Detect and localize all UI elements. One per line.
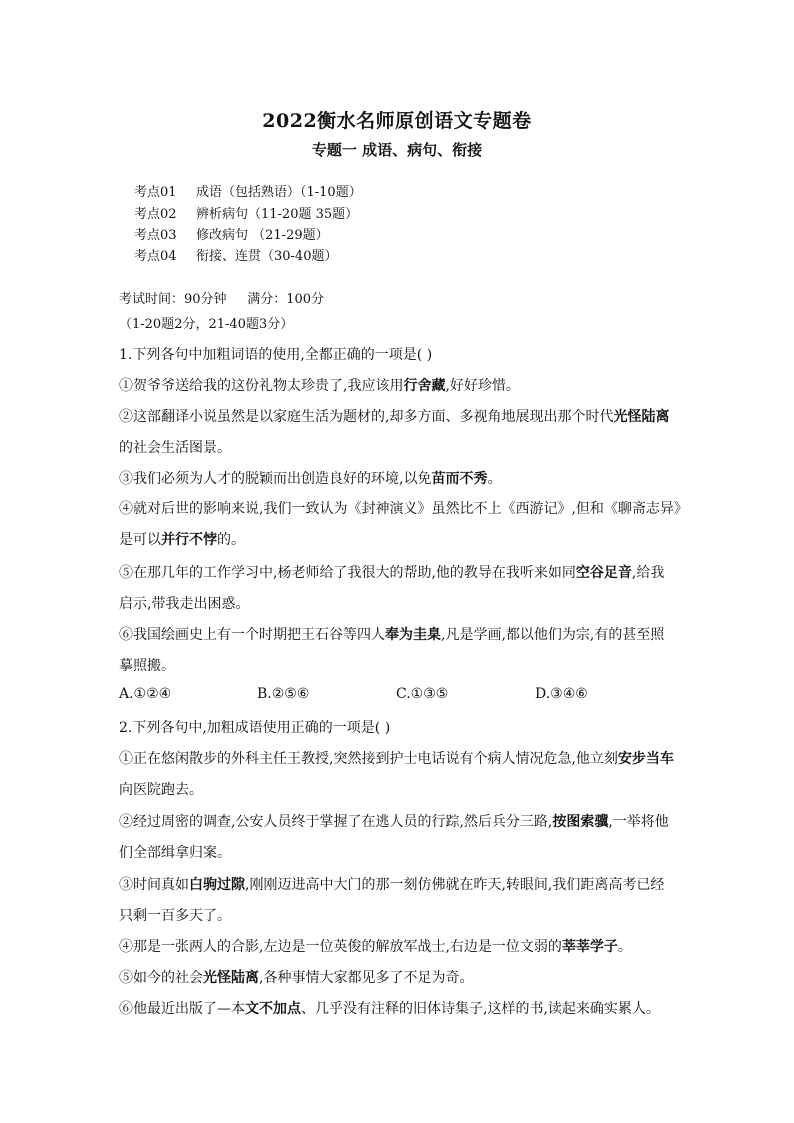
bold-phrase: 行舍藏: [403, 378, 446, 394]
bold-phrase: 空谷足音: [575, 565, 632, 581]
kaodian-item: [134, 181, 362, 200]
bold-phrase: 光怪陆离: [613, 409, 670, 425]
q1-sentence-4-cont: 是可以并行不悖的。: [119, 532, 245, 548]
q1-sentence-4: ④就对后世的影响来说,我们一致认为《封神演义》虽然比不上《西游记》,但和《聊斋志异》: [119, 501, 688, 517]
bold-phrase: 莘莘学子: [561, 939, 618, 955]
q2-sentence-3: ③时间真如白驹过隙,刚刚迈进高中大门的那一刻仿佛就在昨天,转眼间,我们距离高考已经: [119, 877, 665, 893]
kaodian-item: [134, 245, 337, 264]
q2-stem: 2.下列各句中,加粗成语使用正确的一项是( ): [119, 720, 391, 736]
kaodian-code: 考点02: [134, 207, 177, 222]
bold-phrase: 按图索骥: [552, 814, 609, 830]
kaodian-text: 成语（包括熟语）（1-10题）: [196, 185, 362, 200]
page-subtitle: 专题一 成语、病句、衔接: [311, 141, 483, 159]
q1-option-a[interactable]: A.①②④: [119, 686, 172, 702]
q2-sentence-4: ④那是一张两人的合影,左边是一位英俊的解放军战士,右边是一位文弱的莘莘学子。: [119, 939, 632, 955]
bold-phrase: 安步当车: [617, 751, 674, 767]
q1-sentence-2-cont: 的社会生活图景。: [119, 440, 231, 456]
q1-sentence-6: ⑥我国绘画史上有一个时期把王石谷等四人奉为圭臬,凡是学画,都以他们为宗,有的甚至照: [119, 627, 665, 643]
exam-points: （1-20题2分，21-40题3分）: [119, 317, 294, 332]
q1-option-b[interactable]: B.②⑤⑥: [257, 686, 310, 702]
page-title: 2022衡水名师原创语文专题卷: [262, 110, 532, 132]
kaodian-code: 考点01: [134, 185, 177, 200]
bold-phrase: 苗而不秀: [431, 471, 488, 487]
q2-sentence-1: ①正在悠闲散步的外科主任王教授,突然接到护士电话说有个病人情况危急,他立刻安步当车: [119, 751, 674, 767]
q2-sentence-6: ⑥他最近出版了—本文不加点、几乎没有注释的旧体诗集子,这样的书,读起来确实累人。: [119, 1001, 660, 1017]
q2-sentence-1-cont: 向医院跑去。: [119, 782, 203, 798]
q1-option-d[interactable]: D.③④⑥: [535, 686, 588, 702]
q1-sentence-2: ②这部翻译小说虽然是以家庭生活为题材的,却多方面、多视角地展现出那个时代光怪陆离: [119, 409, 670, 425]
kaodian-text: 衔接、连贯（30-40题）: [196, 249, 338, 264]
q2-sentence-3-cont: 只剩一百多天了。: [119, 908, 231, 924]
kaodian-item: [134, 203, 358, 222]
q1-sentence-6-cont: 摹照搬。: [119, 658, 175, 674]
bold-phrase: 并行不悖: [161, 532, 217, 548]
kaodian-text: 修改病句 （21-29题）: [196, 228, 329, 243]
q2-sentence-2: ②经过周密的调查,公安人员终于掌握了在逃人员的行踪,然后兵分三路,按图索骥,一举将他: [119, 814, 669, 830]
q1-sentence-1: ①贺爷爷送给我的这份礼物太珍贵了,我应该用行舍藏,好好珍惜。: [119, 378, 520, 394]
q1-stem: 1.下列各句中加粗词语的使用,全都正确的一项是( ): [119, 347, 433, 363]
bold-phrase: 白驹过隙: [189, 877, 245, 893]
q2-sentence-5: ⑤如今的社会光怪陆离,各种事情大家都见多了不足为奇。: [119, 970, 474, 986]
kaodian-code: 考点04: [134, 249, 177, 264]
bold-phrase: 光怪陆离: [203, 970, 259, 986]
bold-phrase: 奉为圭臬: [385, 627, 441, 643]
kaodian-item: [134, 224, 329, 243]
q1-sentence-5-cont: 启示,带我走出困惑。: [119, 596, 250, 612]
exam-time-score: 考试时间：90分钟 满分：100分: [119, 292, 325, 307]
q1-sentence-3: ③我们必须为人才的脱颖而出创造良好的环境,以免苗而不秀。: [119, 471, 502, 487]
kaodian-text: 辨析病句（11-20题 35题）: [196, 207, 359, 222]
q1-option-c[interactable]: C.①③⑤: [396, 686, 449, 702]
q2-sentence-2-cont: 们全部缉拿归案。: [119, 845, 231, 861]
bold-phrase: 文不加点: [245, 1001, 301, 1017]
q1-sentence-5: ⑤在那几年的工作学习中,杨老师给了我很大的帮助,他的教导在我听来如同空谷足音,给我: [119, 565, 665, 581]
kaodian-code: 考点03: [134, 228, 177, 243]
